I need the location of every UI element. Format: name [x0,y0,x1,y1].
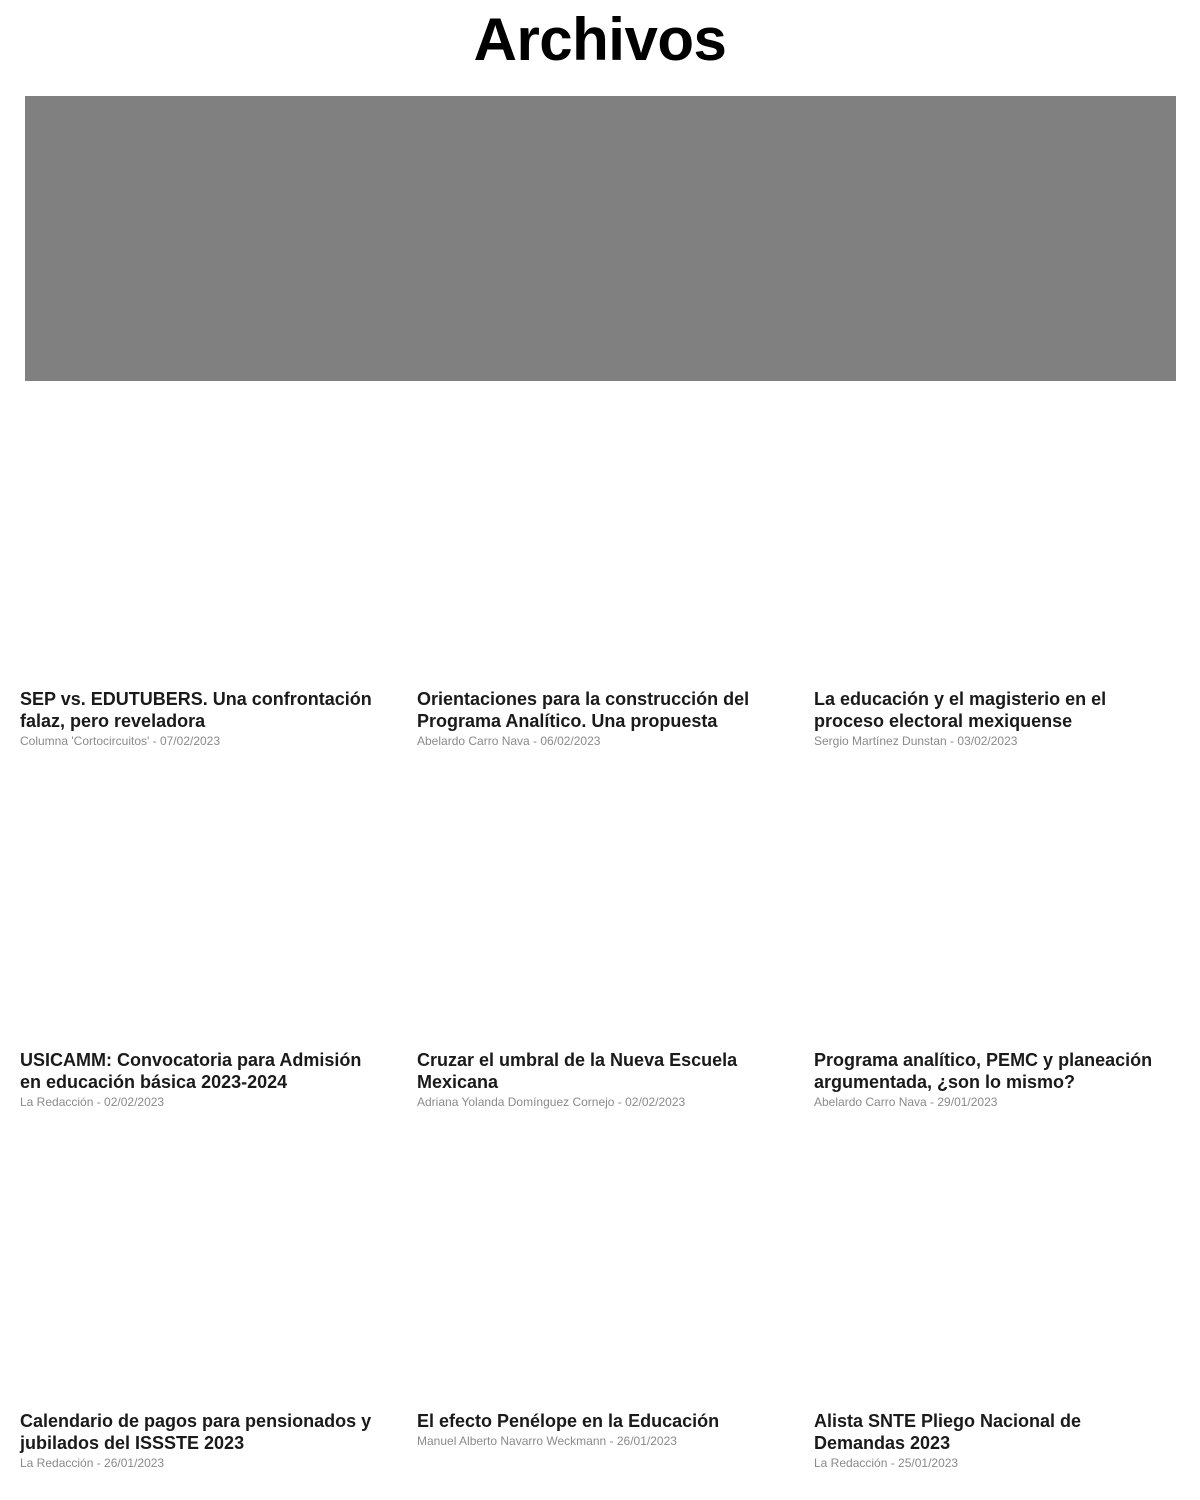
post-title[interactable]: Cruzar el umbral de la Nueva Escuela Mexicana [417,1050,738,1092]
post-title[interactable]: La educación y el magisterio en el proceso electoral mexiquense [814,689,1107,731]
post-title[interactable]: USICAMM: Convocatoria para Admisión en educación básica 2023-2024 [20,1050,362,1092]
post-card[interactable] [20,1117,380,1478]
post-card[interactable] [814,395,1174,756]
post-meta: Abelardo Carro Nava - 06/02/2023 [417,734,601,748]
post-thumbnail[interactable] [20,1117,380,1407]
post-title[interactable]: Programa analítico, PEMC y planeación argumentada, ¿son lo mismo? [814,1050,1153,1092]
post-card[interactable] [20,756,380,1117]
post-thumbnail[interactable] [417,756,777,1046]
post-title[interactable]: Calendario de pagos para pensionados y jubilados del ISSSTE 2023 [20,1411,372,1453]
post-meta: Abelardo Carro Nava - 29/01/2023 [814,1095,998,1109]
post-meta: Manuel Alberto Navarro Weckmann - 26/01/2023 [417,1434,677,1448]
post-card[interactable] [814,1117,1174,1478]
banner-ad-placeholder[interactable] [25,96,1176,381]
post-thumbnail[interactable] [417,1117,777,1407]
post-meta: La Redacción - 25/01/2023 [814,1456,959,1470]
post-meta: Columna 'Cortocircuitos' - 07/02/2023 [20,734,221,748]
post-thumbnail[interactable] [20,395,380,685]
post-title[interactable]: Orientaciones para la construcción del Programa Analítico. Una propuesta [417,689,750,731]
post-thumbnail[interactable] [417,395,777,685]
page-title: Archivos [473,6,727,73]
post-meta: La Redacción - 26/01/2023 [20,1456,165,1470]
post-meta: Sergio Martínez Dunstan - 03/02/2023 [814,734,1018,748]
post-thumbnail[interactable] [814,395,1174,685]
post-thumbnail[interactable] [814,756,1174,1046]
post-card[interactable] [417,395,777,756]
post-title[interactable]: SEP vs. EDUTUBERS. Una confrontación falaz, pero reveladora [20,689,372,731]
post-grid [20,395,1180,1495]
post-title[interactable]: Alista SNTE Pliego Nacional de Demandas 2023 [814,1411,1082,1453]
post-card[interactable] [417,756,777,1117]
post-card[interactable] [814,756,1174,1117]
post-thumbnail[interactable] [814,1117,1174,1407]
post-meta: Adriana Yolanda Domínguez Cornejo - 02/02/2023 [417,1095,686,1109]
post-title[interactable]: El efecto Penélope en la Educación [417,1411,720,1431]
post-meta: La Redacción - 02/02/2023 [20,1095,165,1109]
post-thumbnail[interactable] [20,756,380,1046]
post-card[interactable] [20,395,380,756]
post-card[interactable] [417,1117,777,1478]
